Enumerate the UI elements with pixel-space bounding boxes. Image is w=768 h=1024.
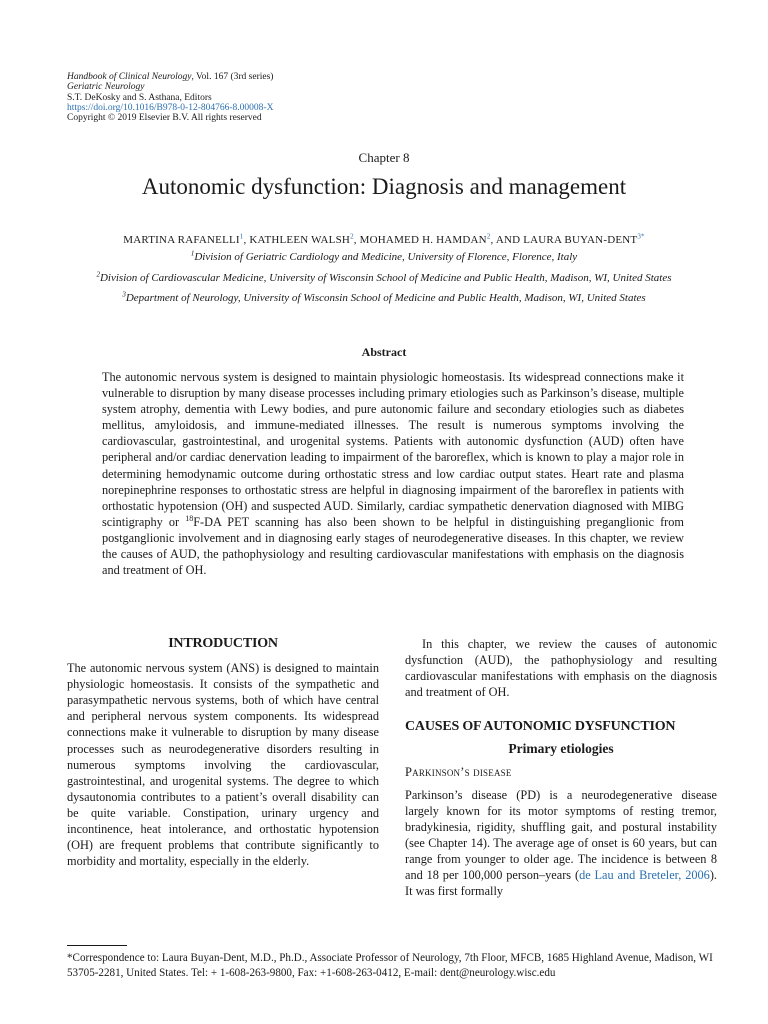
affiliation-marker[interactable]: 2 xyxy=(486,232,491,241)
paragraph-text: ). It was first formally xyxy=(405,868,717,899)
abstract-heading: Abstract xyxy=(361,345,407,359)
abstract-text: F-DA PET scanning has also been shown to be helpful in distinguishing preganglionic from postganglionic involvement and in diagnosing early stages of neurodegenerative diseases. In this chapter, we review the causes of AUD, the pathophysiology and resulting cardiovascular manifestations with emphasis on the diagnosis and treatment of OH. xyxy=(102,514,684,578)
chapter-overview-paragraph: In this chapter, we review the causes of autonomic dysfunction (AUD), the pathophysiology and resulting cardiovascular manifestations with emphasis on the diagnosis and treatment of OH. xyxy=(405,637,717,700)
subsection-heading-primary: Primary etiologies xyxy=(508,741,614,757)
section-heading-introduction: INTRODUCTION xyxy=(168,636,278,651)
series-title: Geriatric Neurology xyxy=(67,82,145,93)
right-column xyxy=(405,636,717,899)
affiliation-number: 2 xyxy=(96,270,100,279)
affiliation-text: Department of Neurology, University of Wisconsin School of Medicine and Public Health, Madison, WI, United States xyxy=(125,292,646,304)
author-name: , MOHAMED H. HAMDAN xyxy=(353,234,487,246)
book-title: Handbook of Clinical Neurology xyxy=(67,72,192,82)
affiliation-3 xyxy=(0,292,768,304)
parkinsons-paragraph xyxy=(405,787,717,900)
copyright: Copyright © 2019 Elsevier B.V. All rights reserved xyxy=(67,113,262,124)
left-column xyxy=(67,636,379,869)
paragraph-text: Parkinson’s disease (PD) is a neurodegenerative disease largely known for its motor symptoms of resting tremor, bradykinesia, rigidity, shuffling gait, and postural instability (see Chapter 14). The average age of onset is 60 years, but can range from younger to older age. The incidence is between 8 and 18 per 100,000 person–years ( xyxy=(405,787,717,883)
subsubsection-heading-parkinsons: Parkinson’s disease xyxy=(405,764,512,779)
introduction-paragraph: The autonomic nervous system (ANS) is designed to maintain physiologic homeostasis. It consists of the sympathetic and parasympathetic nervous systems, both of which have central and peripheral nervous system components. Its widespread connections make it vulnerable to disruption by many disease processes such as neurodegenerative disorders resulting in numerous symptoms involving the cardiovascular, gastrointestinal, and urogenital systems. The degree to which dysautonomia contributes to a patient’s overall disability can be quite variable. Constipation, urinary urgency and incontinence, heat intolerance, and orthostatic hypotension (OH) are frequent problems that contribute significantly to morbidity and mortality, especially in the elderly. xyxy=(67,661,379,869)
affiliation-marker[interactable]: 2 xyxy=(350,232,354,241)
abstract-body xyxy=(102,369,684,578)
affiliation-marker[interactable]: 1 xyxy=(239,232,244,241)
chapter-title: Autonomic dysfunction: Diagnosis and management xyxy=(141,174,627,199)
publication-metadata xyxy=(67,72,273,123)
affiliation-text: Division of Geriatric Cardiology and Medicine, University of Florence, Florence, Italy xyxy=(194,251,578,263)
book-line xyxy=(67,72,273,82)
affiliation-2 xyxy=(0,272,768,284)
author-name: , KATHLEEN WALSH xyxy=(243,234,351,246)
correspondence-marker[interactable]: * xyxy=(641,232,645,241)
volume-info: , Vol. 167 (3rd series) xyxy=(191,72,274,82)
author-list xyxy=(0,234,768,246)
citation-link[interactable]: de Lau and Breteler, 2006 xyxy=(579,868,710,883)
footnote-divider xyxy=(67,945,127,946)
affiliation-1 xyxy=(0,251,768,263)
doi-link[interactable]: https://doi.org/10.1016/B978-0-12-804766-8.00008-X xyxy=(67,102,274,113)
affiliation-marker[interactable]: 3 xyxy=(637,232,642,241)
isotope-superscript: 18 xyxy=(185,513,194,523)
correspondence-footnote: *Correspondence to: Laura Buyan-Dent, M.D., Ph.D., Associate Professor of Neurology, 7th Floor, MFCB, 1685 Highland Avenue, Madison, WI 53705-2281, United States. Tel: + 1-608-263-9800, Fax: +1-608-263-0412, E-mail: dent@neurology.wisc.edu xyxy=(67,952,713,979)
author-name: , AND LAURA BUYAN-DENT xyxy=(490,234,638,246)
abstract-text: The autonomic nervous system is designed to maintain physiologic homeostasis. Its widespread connections make it vulnerable to disruption by many disease processes including primary etiologies such as Parkinson’s disease, multiple system atrophy, dementia with Lewy bodies, and pure autonomic failure and secondary etiologies such as diabetes mellitus, amyloidosis, and immune-mediated illnesses. The result is numerous symptoms involving the cardiovascular, gastrointestinal, and urogenital systems. Patients with autonomic dysfunction (AUD) often have peripheral and/or cardiac denervation leading to impairment of the baroreflex, which is known to play a major role in determining hemodynamic outcome during orthostatic stress and low cardiac output states. Heart rate and plasma norepinephrine responses to orthostatic stress are helpful in diagnosing impairment of the baroreflex in patients with orthostatic hypotension (OH) and suspected AUD. Similarly, cardiac sympathetic denervation diagnosed with MIBG scintigraphy or xyxy=(102,370,684,529)
affiliation-text: Division of Cardiovascular Medicine, University of Wisconsin School of Medicine and Public Health, Madison, WI, United States xyxy=(99,272,672,284)
chapter-number: Chapter 8 xyxy=(358,150,410,165)
section-heading-causes: CAUSES OF AUTONOMIC DYSFUNCTION xyxy=(405,719,676,735)
affiliation-number: 3 xyxy=(122,290,126,299)
editors: S.T. DeKosky and S. Asthana, Editors xyxy=(67,92,212,103)
author-name: MARTINA RAFANELLI xyxy=(123,234,240,246)
affiliation-number: 1 xyxy=(190,249,195,258)
